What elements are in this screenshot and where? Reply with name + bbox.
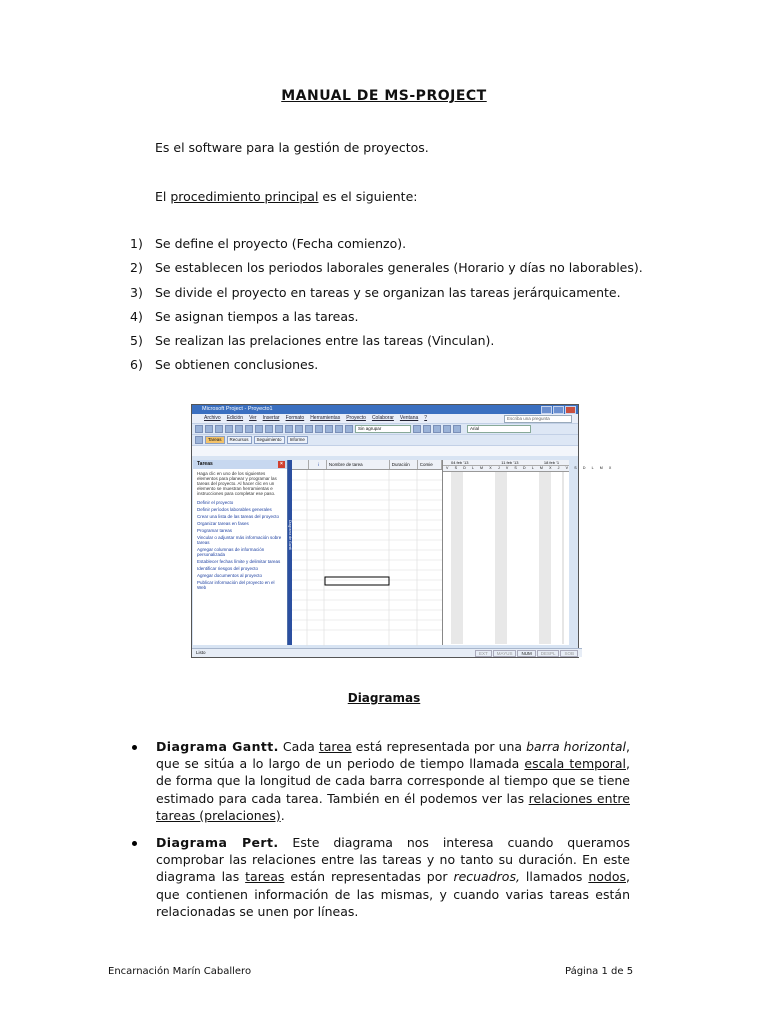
step-text: Se establecen los periodos laborales generales (Horario y días no laborables).: [155, 260, 643, 276]
zoom-in-icon: [413, 425, 421, 433]
step-text: Se define el proyecto (Fecha comienzo).: [155, 236, 407, 251]
print-icon: [225, 425, 233, 433]
gantt-text: .: [280, 807, 285, 823]
gantt-text: , de forma que la longitud de cada barra corresponde al tiempo que se tiene estimado para cada tarea. También en él podemos ver las: [156, 756, 630, 806]
status-sob: SOB: [560, 650, 578, 657]
gantt-barra: barra horizontal: [526, 739, 627, 754]
list-item: [130, 309, 643, 333]
entry-bar: [192, 445, 578, 456]
row-header-cell: [292, 460, 309, 469]
status-num: NUM: [517, 650, 535, 657]
cut-icon: [255, 425, 263, 433]
window-controls: [541, 406, 576, 414]
menu-herramientas: Herramientas: [310, 415, 341, 421]
week-label: 18 feb '1: [543, 460, 560, 465]
diagramas-heading: Diagramas: [347, 691, 421, 705]
timescale-days: V S D L M X J V S D L M X J V S D L M X: [443, 466, 569, 472]
step-number: 5): [130, 333, 143, 349]
gantt-tarea: tarea: [318, 739, 352, 754]
window-title: Microsoft Project - Proyecto1: [202, 406, 273, 412]
split-icon: [315, 425, 323, 433]
procedure-line: [155, 189, 417, 204]
menu-formato: Formato: [285, 415, 305, 421]
status-ext: EXT: [475, 650, 492, 657]
new-icon: [195, 425, 203, 433]
page-title: MANUAL DE MS-PROJECT: [281, 88, 487, 104]
step-number: 1): [130, 236, 143, 251]
unlink-icon: [305, 425, 313, 433]
list-item: [130, 333, 643, 357]
zoom-out-icon: [423, 425, 431, 433]
status-indicators: [475, 650, 578, 657]
paste-icon: [275, 425, 283, 433]
panel-link: Publicar información del proyecto en el Web: [197, 580, 275, 590]
procedure-link: procedimiento principal: [170, 189, 319, 204]
step-text: Se divide el proyecto en tareas y se organizan las tareas jerárquicamente.: [155, 284, 621, 300]
guide-icon: [195, 436, 203, 444]
menu-colaborar: Colaborar: [371, 415, 394, 421]
menu-ver: Ver: [249, 415, 257, 421]
panel-links: [193, 498, 287, 594]
task-grid-lines: [292, 470, 442, 646]
guide-seguimiento-button: Seguimiento: [254, 436, 285, 444]
group-combo: Sin agrupar: [355, 425, 411, 433]
panel-header: [193, 460, 287, 469]
panel-description: Haga clic en uno de los siguientes elementos para planear y programar las tareas del proyecto. Al hacer clic en un elemento se muestran herramientas e instrucciones para completar ese paso.: [197, 471, 277, 496]
spell-icon: [245, 425, 253, 433]
list-item: [130, 285, 643, 309]
procedure-before: El: [155, 189, 171, 204]
list-item: [130, 357, 643, 381]
footer-page: Página 1 de 5: [565, 966, 634, 977]
start-header: Comie: [418, 460, 442, 469]
undo-icon: [285, 425, 293, 433]
status-mayus: MAYUS: [493, 650, 517, 657]
project-guide-toolbar: [192, 434, 578, 445]
bullet-icon: [132, 841, 137, 846]
gantt-relaciones: relaciones entre tareas (prelaciones): [156, 790, 630, 823]
menu-edicion: Edición: [226, 415, 244, 421]
notes-icon: [335, 425, 343, 433]
step-number: 6): [130, 357, 143, 373]
step-text: Se realizan las prelaciones entre las tareas (Vinculan).: [155, 333, 495, 349]
step-number: 2): [130, 260, 143, 276]
close-icon: ×: [278, 461, 285, 468]
pert-text: , que contienen información de las mismas, y cuando varias tareas están relacionadas se unen por líneas.: [156, 869, 630, 919]
step-number: 4): [130, 308, 143, 324]
intro-text: Es el software para la gestión de proyectos.: [155, 140, 429, 155]
list-item: [130, 236, 643, 260]
pert-text: están representadas por: [284, 869, 454, 885]
info-column-header: i: [309, 460, 327, 469]
panel-link: Vincular o adjuntar más información sobre tareas: [197, 535, 282, 545]
pert-recuadros: recuadros,: [453, 869, 520, 885]
gantt-escala: escala temporal: [524, 756, 627, 772]
panel-title: Tareas: [197, 461, 213, 467]
footer-author: Encarnación Marín Caballero: [108, 966, 252, 977]
task-sheet-header: [292, 460, 442, 470]
pert-text: llamados: [519, 869, 589, 885]
status-bar: [192, 648, 582, 657]
gantt-grid: [443, 472, 569, 644]
diagram-bullets: [132, 738, 630, 930]
pert-bullet: [132, 834, 630, 920]
menu-help: ?: [424, 415, 428, 421]
maximize-icon: [553, 406, 564, 414]
panel-link: Definir períodos laborables generales: [197, 507, 272, 512]
status-ready: Listo: [196, 650, 206, 655]
gantt-text: , que se sitúa a lo largo de un periodo de tiempo llamada: [156, 739, 631, 772]
panel-link: Crear una lista de las tareas del proyecto: [197, 514, 280, 519]
panel-link: Programar tareas: [197, 528, 233, 533]
font-combo: Arial: [467, 425, 531, 433]
help-search-box: Escriba una pregunta: [504, 415, 572, 423]
step-text: Se obtienen conclusiones.: [155, 357, 319, 373]
menu-ventana: Ventana: [399, 415, 419, 421]
panel-link: Organizar tareas en fases: [197, 521, 249, 526]
help-icon: [453, 425, 461, 433]
gantt-text: está representada por una: [351, 739, 527, 754]
menu-proyecto: Proyecto: [346, 415, 366, 421]
info-icon: [325, 425, 333, 433]
panel-link: Identificar riesgos del proyecto: [197, 566, 259, 571]
pert-nodos: nodos: [588, 869, 627, 885]
open-icon: [205, 425, 213, 433]
panel-link: Agregar documentos al proyecto: [197, 573, 263, 578]
procedure-after: es el siguiente:: [318, 189, 418, 204]
ms-project-screenshot: [191, 404, 614, 658]
task-name-header: Nombre de tarea: [327, 460, 390, 469]
step-text: Se asignan tiempos a las tareas.: [155, 308, 359, 324]
duration-header: Duración: [390, 460, 418, 469]
pert-text: Este diagrama nos interesa cuando queramos comprobar las relaciones entre las tareas y no tanto su duración. En este diagrama las: [156, 835, 630, 885]
panel-link: Definir el proyecto: [197, 500, 234, 505]
standard-toolbar: [192, 423, 578, 434]
guide-recursos-button: Recursos: [227, 436, 252, 444]
preview-icon: [235, 425, 243, 433]
task-guide-panel: [193, 460, 289, 645]
save-icon: [215, 425, 223, 433]
task-sheet: [292, 460, 442, 645]
gantt-bullet: [132, 738, 630, 824]
step-number: 3): [130, 284, 143, 300]
panel-link: Establecer fechas límite y delimitar tareas: [197, 559, 281, 564]
gantt-timescale: [442, 460, 614, 645]
pert-label: Diagrama Pert.: [156, 835, 279, 851]
pert-tareas: tareas: [245, 869, 285, 885]
bullet-icon: [132, 745, 137, 750]
copy-icon: [265, 425, 273, 433]
list-item: [130, 260, 643, 284]
view-bar-label: Diagrama de Gantt: [288, 520, 292, 550]
link-icon: [295, 425, 303, 433]
status-despl: DESPL: [537, 650, 560, 657]
gantt-label: Diagrama Gantt.: [156, 739, 279, 754]
guide-tareas-button: Tareas: [205, 436, 225, 444]
week-label: 11 feb '13: [501, 460, 519, 465]
gantt-text: Cada: [278, 739, 319, 754]
guide-informe-button: Informe: [287, 436, 308, 444]
week-label: 04 feb '13: [451, 460, 469, 465]
window-titlebar: [192, 405, 578, 414]
goto-task-icon: [433, 425, 441, 433]
copy-picture-icon: [443, 425, 451, 433]
steps-list: [130, 236, 643, 382]
panel-link: Agregar columnas de información personalizada: [197, 547, 265, 557]
assign-icon: [345, 425, 353, 433]
close-icon: [565, 406, 576, 414]
menu-insertar: Insertar: [262, 415, 280, 421]
menu-archivo: Archivo: [204, 415, 221, 421]
minimize-icon: [541, 406, 552, 414]
menu-bar: [192, 414, 578, 423]
